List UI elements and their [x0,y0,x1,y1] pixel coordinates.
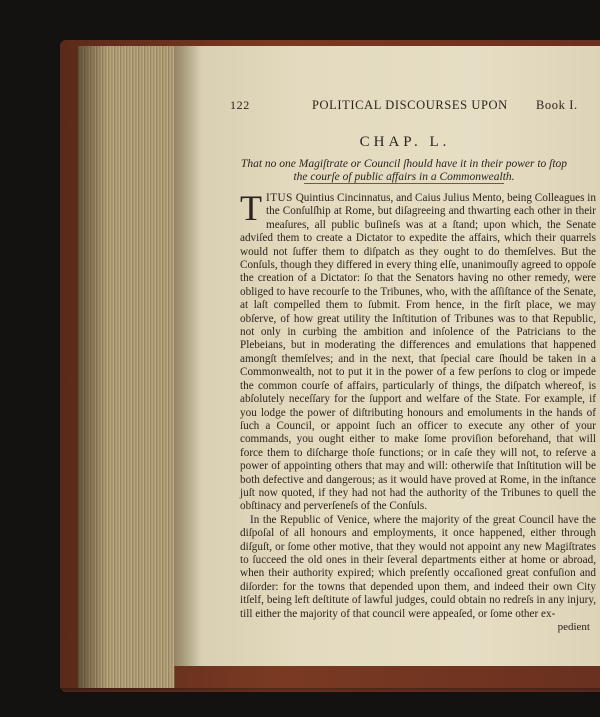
edge-shadow [78,46,108,688]
page-gutter [174,46,202,666]
book-label: Book I. [536,98,578,112]
book-page [174,46,600,666]
paragraph-2: In the Republic of Venice, where the majority of the great Council have the diſpoſal of all honours and employments, it once happened, either through diſguſt, or ſome other motive, that they would not appoint any new Magiſtrates to ſucceed the old ones in their ſeveral departments either at home or abroad, when their authority expired; which preſently occaſioned great confuſion and diſorder: for the towns that depended upon them, and indeed their own City itſelf, being left deſtitute of lawful judges, could obtain no redreſs in any injury, till either the majority of that council were appeaſed, or ſome other ex- [240,513,596,620]
page-bottom-shadow [60,688,600,694]
drop-cap: T [240,188,262,228]
paragraph-1 [240,188,596,514]
paragraph-1-text: Quintius Cincinnatus, and Caius Julius Mento, being Colleagues in the Conſulſhip at Rome, but diſagreeing and thwarting each other in their meaſures, all public buſineſs was at a ſtand; upon which, the Senate adviſed them to create a Dictator to expedite the affairs, which their quarrels would not ſuffer them to diſpatch as they ought to do themſelves. But the Conſuls, though they differed in every thing elſe, unanimouſly agreed to oppoſe the creation of a Dictator: ſo that the Senators having no other remedy, were obliged to have recourſe to the Tribunes, who, with the aſſiſtance of the Senate, at laſt compelled them to ſubmit. From hence, in the firſt place, we may obſerve, of how great utility the Inſtitution of Tribunes was to that Republic, not only in curbing the ambition and inſolence of the Patricians to the Plebeians, but in moderating the differences and emulations that happened amongſt themſelves; and in the next, that ſpecial care ſhould be taken in a Commonwealth, not to put it in the power of a few perſons to clog or impede the common courſe of affairs, particularly of things, the diſpatch whereof, is abſolutely neceſſary for the ſupport and welfare of the State. For example, if you lodge the power of diſtributing honours and emoluments in the hands of ſuch a Council, or appoint ſuch an officer to execute any other of your commands, you ought either to make ſome proviſion beforehand, that will force them to diſcharge thoſe functions; or in caſe they will not, to reſerve a power of appointing others that may and will: otherwiſe that Inſtitution will be both defective and dangerous; as it would have proved at Rome, in the inſtance juſt now quoted, if they had not had the authority of the Tribunes to quell the obſtinacy and perverſeneſs of the Conſuls. [240,192,596,513]
catchword: pedient [557,621,590,633]
page-number: 122 [230,98,250,112]
chapter-subtitle: That no one Magiſtrate or Council ſhould have it in their power to ſtop the courſe of public affairs in a Commonwealth. [240,158,568,183]
chapter-body [240,188,596,634]
running-title: POLITICAL DISCOURSES UPON [312,98,508,112]
lead-word: ITUS [266,192,293,204]
running-head [230,98,600,114]
chapter-heading: CHAP. L. [359,134,451,150]
heading-rule [304,183,504,184]
